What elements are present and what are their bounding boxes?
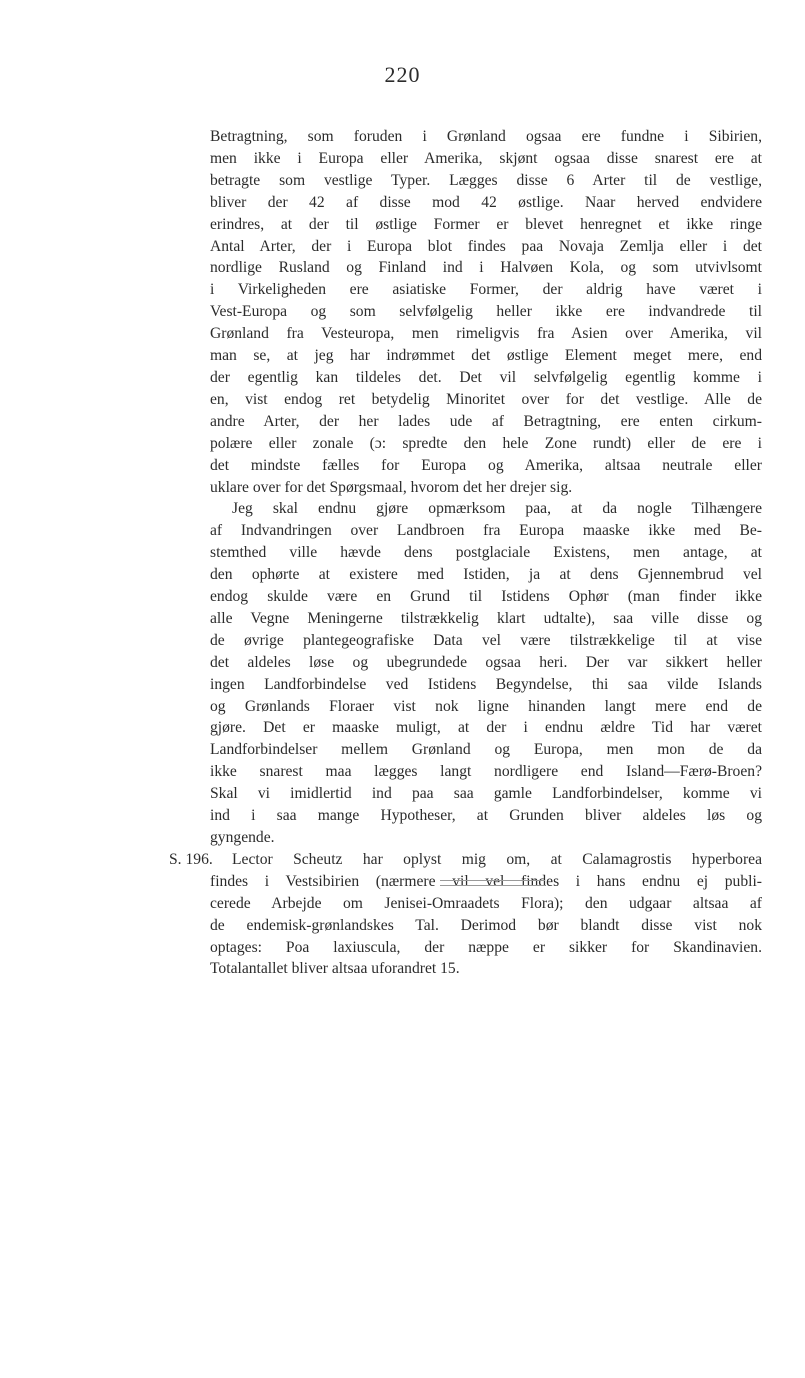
text-line: stemthed ville hævde dens postglaciale Existens, men antage, at xyxy=(210,544,762,562)
text-line: polære eller zonale (ɔ: spredte den hele Zone rundt) eller de ere i xyxy=(210,434,762,452)
text-line: Antal Arter, der i Europa blot findes paa Novaja Zemlja eller i det xyxy=(210,237,762,255)
text-line: uklare over for det Spørgsmaal, hvorom det her drejer sig. xyxy=(210,478,573,496)
text-line: man se, at jeg har indrømmet det østlige Element meget mere, end xyxy=(210,347,762,365)
text-line: det aldeles løse og ubegrundede ogsaa heri. Der var sikkert heller xyxy=(210,653,762,671)
text-line: Landforbindelser mellem Grønland og Europa, men mon de da xyxy=(210,741,762,759)
text-line: endog skulde være en Grund til Istidens Ophør (man finder ikke xyxy=(210,588,762,606)
section-line: de endemisk-grønlandskes Tal. Derimod bør blandt disse vist nok xyxy=(210,916,762,934)
text-line: de øvrige plantegeografiske Data vel være tilstrækkelige til at vise xyxy=(210,631,762,649)
text-line: Betragtning, som foruden i Grønland ogsaa ere fundne i Sibirien, xyxy=(210,128,762,145)
text-line: Jeg skal endnu gjøre opmærksom paa, at da nogle Tilhængere xyxy=(232,500,762,518)
text-line: af Indvandringen over Landbroen fra Europa maaske ikke med Be- xyxy=(210,522,762,540)
text-line: bliver der 42 af disse mod 42 østlige. Naar herved endvidere xyxy=(210,193,762,211)
text-line: nordlige Rusland og Finland ind i Halvøen Kola, og som utvivlsomt xyxy=(210,259,762,277)
text-line: ind i saa mange Hypotheser, at Grunden bliver aldeles løs og xyxy=(210,807,762,825)
text-line: Grønland fra Vesteuropa, men rimeligvis fra Asien over Amerika, vil xyxy=(210,325,762,343)
section-label: S. 196. xyxy=(169,850,213,868)
text-line: det mindste fælles for Europa og Amerika, altsaa neutrale eller xyxy=(210,456,762,474)
text-line: betragte som vestlige Typer. Lægges disse 6 Arter til de vestlige, xyxy=(210,171,762,189)
text-line: Skal vi imidlertid ind paa saa gamle Landforbindelser, komme vi xyxy=(210,785,762,803)
text-line: Vest-Europa og som selvfølgelig heller ikke ere indvandrede til xyxy=(210,303,762,321)
text-line: ingen Landforbindelse ved Istidens Begyndelse, thi saa vilde Islands xyxy=(210,675,762,693)
text-line: en, vist endog ret betydelig Minoritet over for det vestlige. Alle de xyxy=(210,390,762,408)
text-line: ikke snarest maa lægges langt nordligere end Island—Færø-Broen? xyxy=(210,763,762,781)
text-line: i Virkeligheden ere asiatiske Former, der aldrig have været i xyxy=(210,281,762,299)
page-number: 220 xyxy=(384,62,421,87)
text-line: gyngende. xyxy=(210,829,275,846)
text-line: alle Vegne Meningerne tilstrækkelig klart udtalte), saa ville disse og xyxy=(210,609,762,627)
section-line: optages: Poa laxiuscula, der næppe er sikker for Skandinavien. xyxy=(210,938,762,956)
end-rule xyxy=(440,885,545,886)
text-line: den ophørte at existere med Istiden, ja at dens Gjennembrud vel xyxy=(210,566,762,584)
section-note xyxy=(169,849,762,871)
section-line: Lector Scheutz har oplyst mig om, at Calamagrostis hyperborea xyxy=(232,850,762,868)
text-line: andre Arter, der her lades ude af Betragtning, ere enten cirkum- xyxy=(210,412,762,430)
text-line: der egentlig kan tildeles det. Det vil selvfølgelig egentlig komme i xyxy=(210,368,762,386)
section-line: cerede Arbejde om Jenisei-Omraadets Flora); den udgaar altsaa af xyxy=(210,894,762,912)
text-line: gjøre. Det er maaske muligt, at der i endnu ældre Tid har været xyxy=(210,719,762,737)
text-line: erindres, at der til østlige Former er blevet henregnet et ikke ringe xyxy=(210,215,762,233)
text-line: og Grønlands Floraer vist nok ligne hinanden langt mere end de xyxy=(210,697,762,715)
text-line: men ikke i Europa eller Amerika, skjønt ogsaa disse snarest ere at xyxy=(210,149,762,167)
end-rule xyxy=(440,880,545,881)
main-text xyxy=(169,126,762,980)
section-line: Totalantallet bliver altsaa uforandret 15. xyxy=(210,960,460,978)
section-line: findes i Vestsibirien (nærmere vil vel findes i hans endnu ej publi- xyxy=(210,872,762,890)
